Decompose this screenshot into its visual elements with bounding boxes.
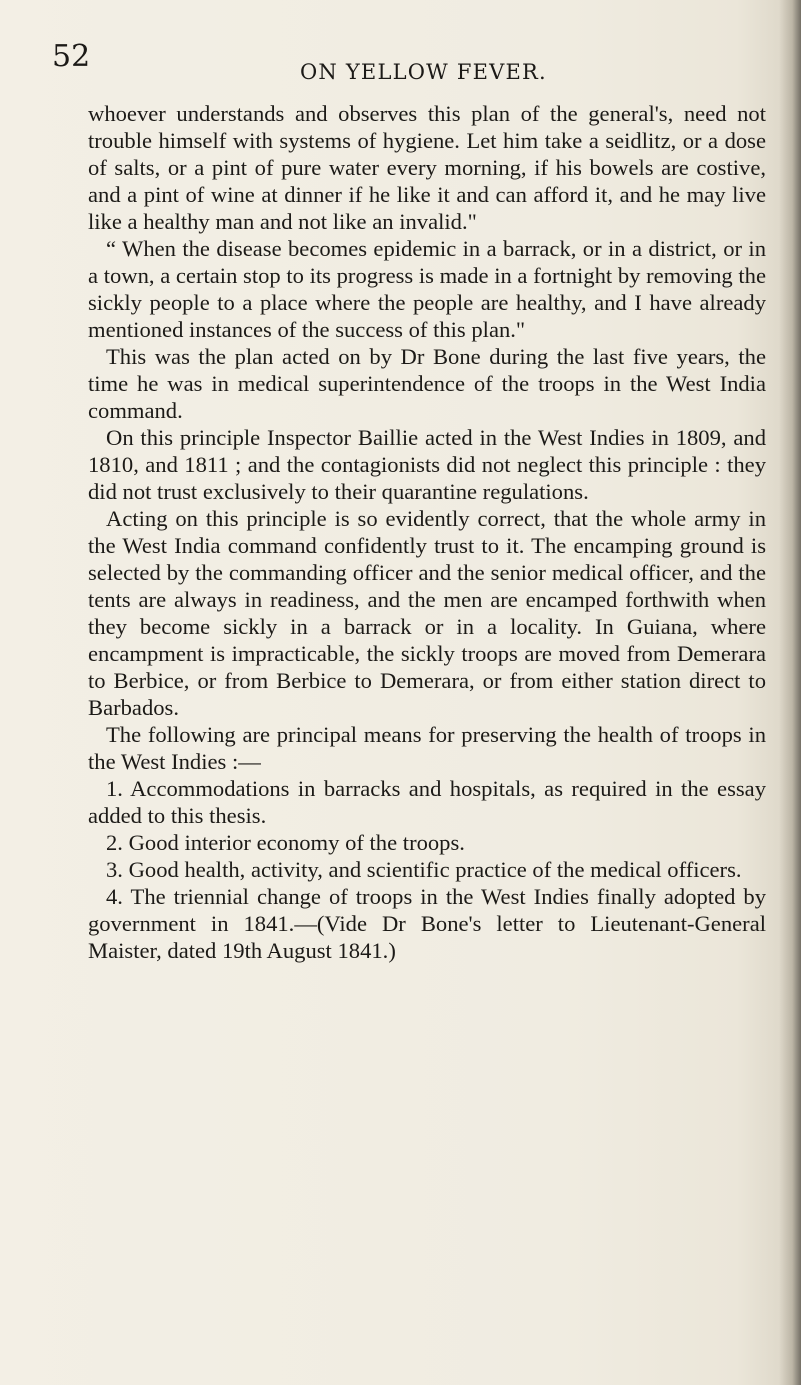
paragraph-encampment: Acting on this principle is so evidently correct, that the whole army in the West India command confidently trust to it. The encamping ground is selected by the commanding officer and the senior medical officer, and the tents are always in readiness, and the men are encamped forthwith when they become sickly in a barrack or in a locality. In Guiana, where encampment is impracticable, the sickly troops are moved from Demerara to Berbice, or from Berbice to Demerara, or from either station direct to Barbados.	[88, 506, 766, 720]
page-edge-shadow	[779, 0, 801, 1385]
list-item-interior-economy: 2. Good interior economy of the troops.	[106, 830, 465, 855]
list-item-medical-officers: 3. Good health, activity, and scientific practice of the medical officers.	[106, 857, 742, 882]
paragraph-continuation: whoever understands and observes this plan of the general's, need not trouble himself with systems of hygiene. Let him take a seidlitz, or a dose of salts, or a pint of pure water every morning, if his bowels are costive, and a pint of wine at dinner if he like it and can afford it, and he may live like a healthy man and not like an invalid."	[88, 101, 766, 234]
paragraph-inspector-baillie: On this principle Inspector Baillie acted in the West Indies in 1809, and 1810, and 1811 ; and the contagionists did not neglect this principle : they did not trust exclusively to their quarantine regulations.	[88, 425, 766, 504]
list-item-triennial-change: 4. The triennial change of troops in the West Indies finally adopted by government in 1841.—(Vide Dr Bone's letter to Lieutenant-General Maister, dated 19th August 1841.)	[88, 884, 766, 963]
running-head: ON YELLOW FEVER.	[300, 60, 547, 84]
body-text	[88, 100, 766, 964]
paragraph-principal-means: The following are principal means for preserving the health of troops in the West Indies :—	[88, 722, 766, 774]
page-number: 52	[52, 39, 91, 74]
paragraph-dr-bone: This was the plan acted on by Dr Bone during the last five years, the time he was in medical superintendence of the troops in the West India command.	[88, 344, 766, 423]
list-item-accommodations: 1. Accommodations in barracks and hospitals, as required in the essay added to this thesis.	[88, 776, 766, 828]
paragraph-epidemic-quote: “ When the disease becomes epidemic in a barrack, or in a district, or in a town, a certain stop to its progress is made in a fortnight by removing the sickly people to a place where the people are healthy, and I have already mentioned instances of the success of this plan."	[88, 236, 766, 342]
